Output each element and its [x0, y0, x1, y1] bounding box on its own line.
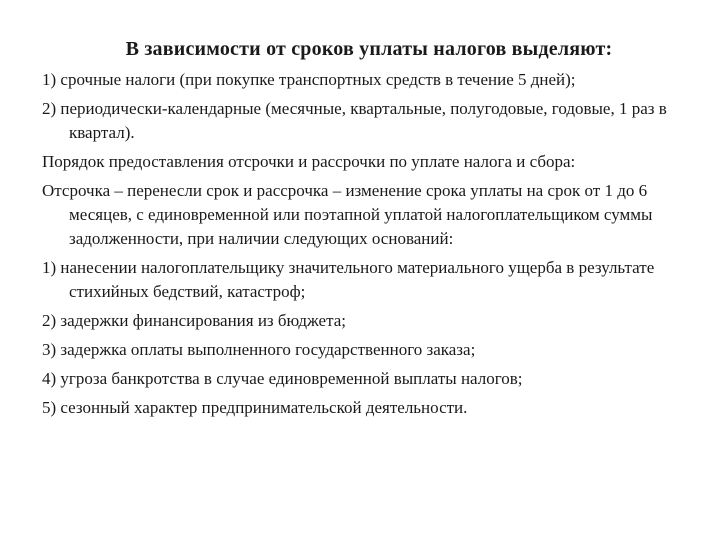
list-item: 1) срочные налоги (при покупке транспортных средств в течение 5 дней);: [42, 70, 576, 89]
list-item: 2) периодически-календарные (месячные, квартальные, полугодовые, годовые, 1 раз в квартал).: [42, 99, 667, 142]
list-item: 3) задержка оплаты выполненного государственного заказа;: [42, 340, 476, 359]
slide-body: [42, 68, 692, 425]
list-item: 2) задержки финансирования из бюджета;: [42, 311, 346, 330]
slide-title: В зависимости от сроков уплаты налогов выделяют:: [125, 38, 613, 60]
definition-paragraph: Отсрочка – перенесли срок и рассрочка – изменение срока уплаты на срок от 1 до 6 месяцев, с единовременной или поэтапной уплатой налогоплательщиком суммы задолженности, при наличии следующих оснований:: [42, 181, 653, 248]
list-item: 4) угроза банкротства в случае единовременной выплаты налогов;: [42, 369, 523, 388]
list-item: 1) нанесении налогоплательщику значительного материального ущерба в результате стихийных бедствий, катастроф;: [42, 258, 655, 301]
list-item: 5) сезонный характер предпринимательской деятельности.: [42, 398, 468, 417]
section-heading: Порядок предоставления отсрочки и рассрочки по уплате налога и сбора:: [42, 152, 576, 171]
